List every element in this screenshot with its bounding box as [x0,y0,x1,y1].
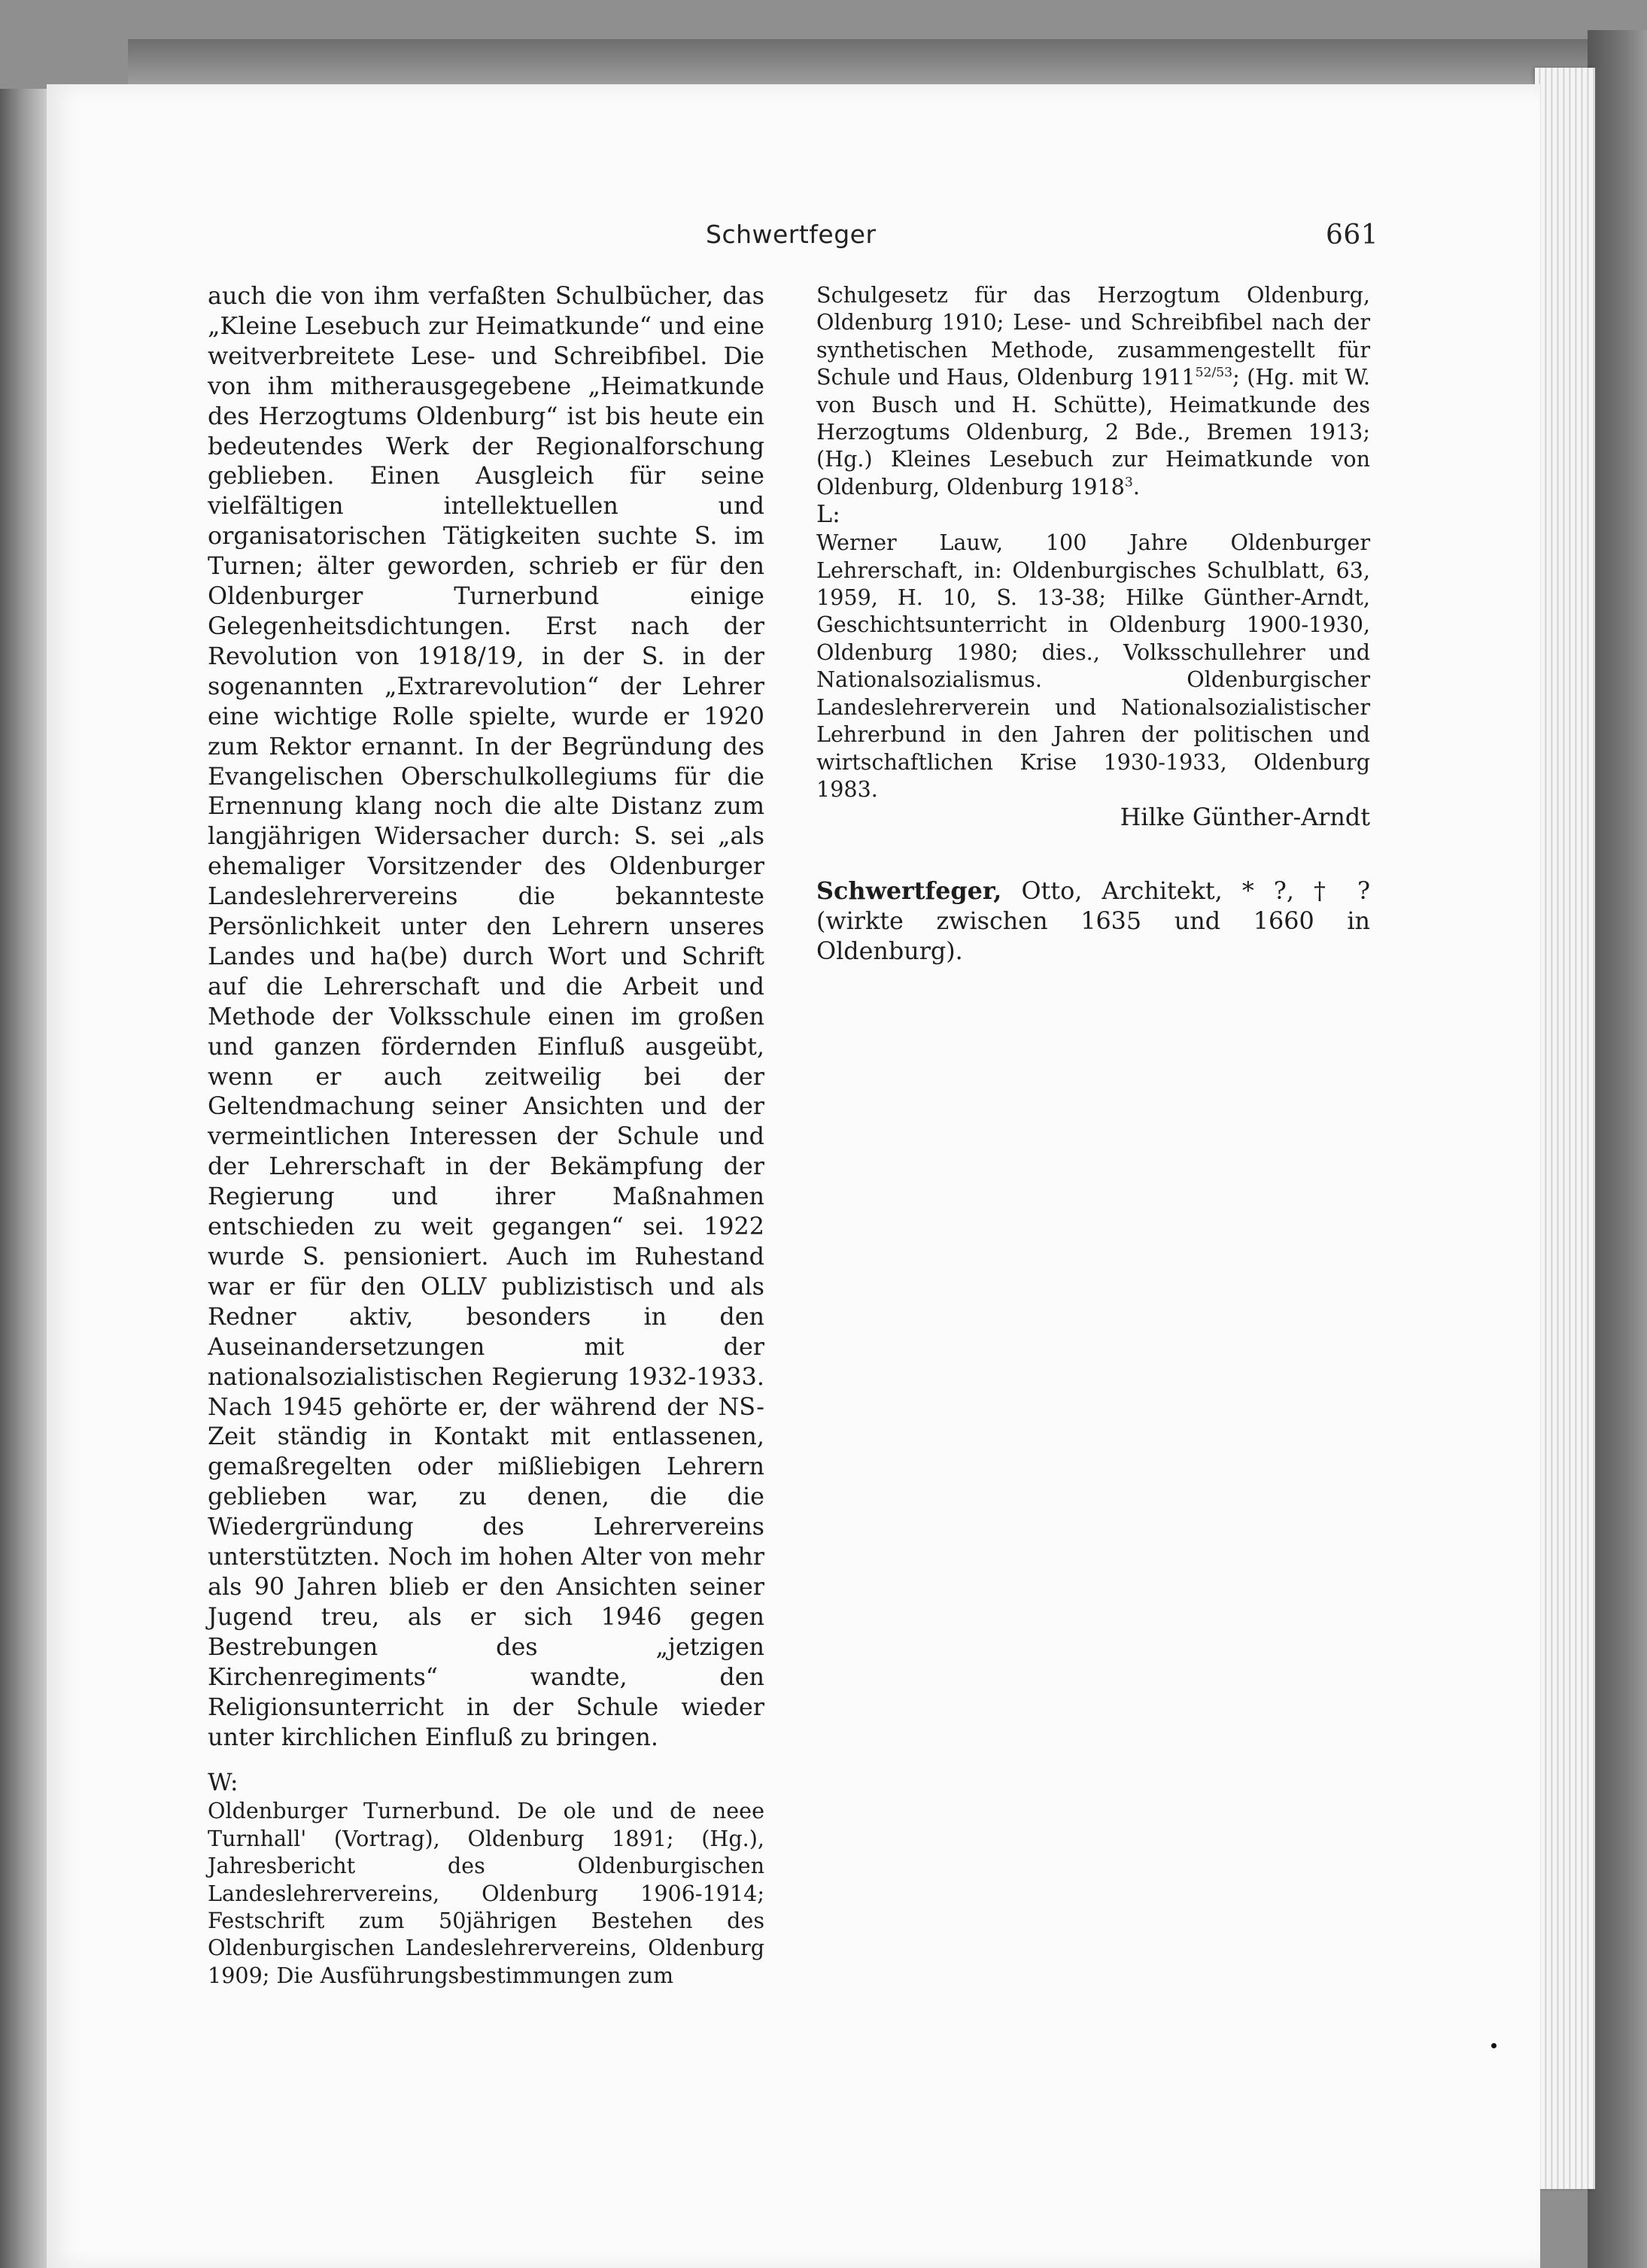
biography-text: auch die von ihm verfaßten Schulbücher, das „Kleine Lesebuch zur Heimatkunde“ und eine weitverbreitete Lese- und Schreibfibel. Die von ihm mitherausgegebene „Heimatkunde des Herzogtums Oldenburg“ ist bis heute ein bedeutendes Werk der Regionalforschung geblieben. Einen Ausgleich für seine vielfältigen intellektuellen und organisatorischen Tätigkeiten suchte S. im Turnen; älter geworden, schrieb er für den Oldenburger Turnerbund einige Gelegenheitsdichtungen. Erst nach der Revolution von 1918/19, in der S. in der sogenannten „Extrarevolution“ der Lehrer eine wichtige Rolle spielte, wurde er 1920 zum Rektor ernannt. In der Begründung des Evangelischen Oberschulkollegiums für die Ernennung klang noch die alte Distanz zum langjährigen Widersacher durch: S. sei „als ehemaliger Vorsitzender des Oldenburger Landeslehrervereins die bekannteste Persönlichkeit unter den Lehrern unseres Landes und ha(be) durch Wort und Schrift auf die Lehrerschaft und die Arbeit und Methode der Volksschule einen im großen und ganzen fördernden Einfluß ausgeübt, wenn er auch zeitweilig bei der Geltendmachung seiner Ansichten und der vermeintlichen Interessen der Schule und der Lehrerschaft in der Bekämpfung der Regierung und ihrer Maßnahmen entschieden zu weit gegangen“ sei. 1922 wurde S. pensioniert. Auch im Ruhestand war er für den OLLV publizistisch und als Redner aktiv, besonders in den Auseinandersetzungen mit der nationalsozialistischen Regierung 1932-1933. Nach 1945 gehörte er, der während der NS-Zeit ständig in Kontakt mit entlassenen, gemaßregelten oder mißliebigen Lehrern geblieben war, zu denen, die die Wiedergründung des Lehrervereins unterstützten. Noch im hohen Alter von mehr als 90 Jahren blieb er den Ansichten seiner Jugend treu, als er sich 1946 gegen Bestrebungen des „jetzigen Kirchenregiments“ wandte, den Religionsunterricht in der Schule wieder unter kirchlichen Einfluß zu bringen. [208,282,764,1751]
book-cover-right [1588,30,1647,2268]
ink-dot [1491,2043,1497,2048]
spacer [208,1752,764,1769]
works-text-part-1: Schulgesetz für das Herzogtum Oldenburg, Oldenburg 1910; Lese- und Schreibfibel nach der synthetischen Methode, zusammengestellt für Schule und Haus, Oldenburg 1911 [816,282,1370,390]
book-binding-left [0,89,53,2268]
works-text-end: . [1132,473,1140,499]
works-list: Oldenburger Turnerbund. De ole und de neee Turnhall' (Vortrag), Oldenburg 1891; (Hg.), Jahresbericht des Oldenburgischen Landeslehrervereins, Oldenburg 1906-1914; Festschrift zum 50jährigen Bestehen des Oldenburgischen Landeslehrervereins, Oldenburg 1909; Die Ausführungsbestimmungen zum [208,1798,764,1988]
edition-superscript-2: 3 [1124,475,1133,490]
next-entry [816,876,1370,967]
next-entry-lemma: Schwertfeger, [816,877,1002,906]
works-text-part-2: ; (Hg. mit W. von Busch und H. Schütte), Heimatkunde des Herzogtums Oldenburg, 2 Bde., Bremen 1913; (Hg.) Kleines Lesebuch zur Heimatkunde von Oldenburg, Oldenburg 1918 [816,364,1370,499]
page-edges [1535,68,1595,2189]
literature-label: L: [816,500,840,529]
literature-list: Werner Lauw, 100 Jahre Oldenburger Lehrerschaft, in: Oldenburgisches Schulblatt, 63, 1959, H. 10, S. 13-38; Hilke Günther-Arndt, Geschichtsunterricht in Oldenburg 1900-1930, Oldenburg 1980; dies., Volksschullehrer und Nationalsozialismus. Oldenburgischer Landeslehrerverein und Nationalsozialistischer Lehrerbund in den Jahren der politischen und wirtschaftlichen Krise 1930-1933, Oldenburg 1983. [816,530,1370,802]
book-cover-top [128,39,1603,84]
right-column [816,281,1370,967]
spacer [816,833,1370,876]
edition-superscript-1: 52/53 [1195,365,1233,381]
article-author: Hilke Günther-Arndt [1120,803,1370,832]
works-list-continued [816,281,1370,500]
page-number: 661 [1326,220,1379,250]
works-label: W: [208,1769,239,1797]
left-column [208,281,764,1989]
next-entry-text: Otto, Architekt, * ?, † ? (wirkte zwischen 1635 und 1660 in Oldenburg). [816,877,1370,966]
running-head-title: Schwertfeger [706,220,877,249]
